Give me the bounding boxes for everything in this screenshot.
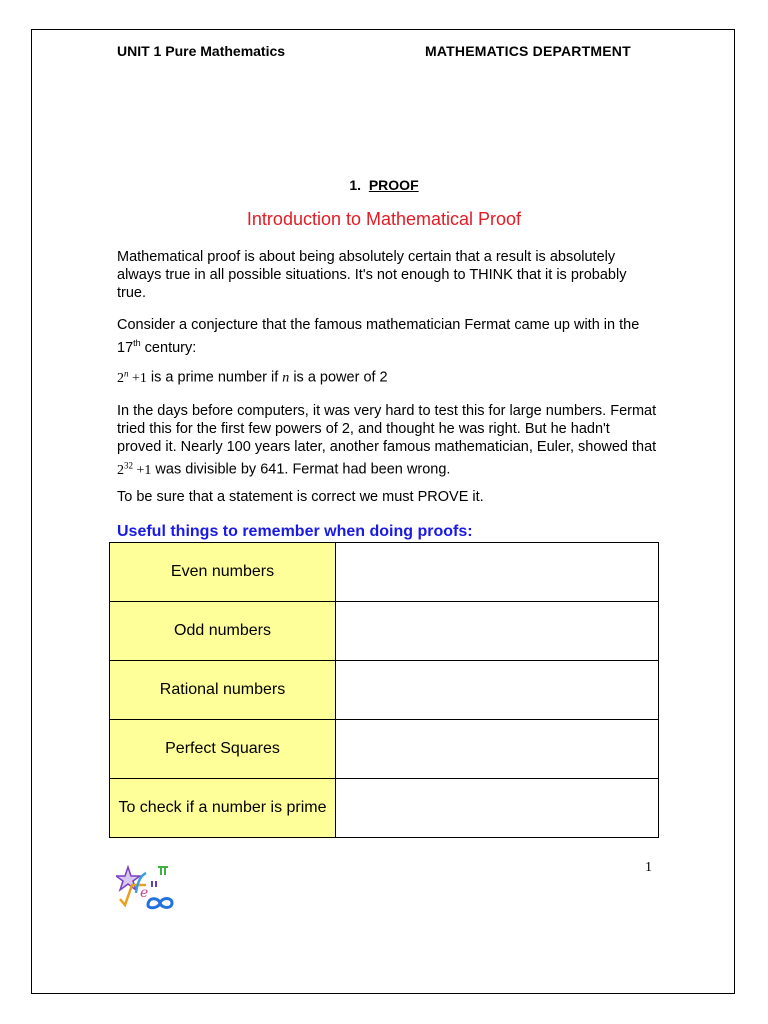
section-number: 1. — [349, 177, 362, 193]
header-department: MATHEMATICS DEPARTMENT — [425, 43, 631, 59]
euler-plus-one: +1 — [133, 462, 152, 478]
formula-base: 2 — [117, 370, 124, 386]
conjecture-text-end: century: — [140, 339, 197, 356]
intro-heading: Introduction to Mathematical Proof — [246, 209, 522, 229]
formula-text: is a prime number if — [146, 369, 283, 386]
header-unit: UNIT 1 Pure Mathematics — [117, 43, 286, 59]
paragraph-prove: To be sure that a statement is correct we must PROVE it. — [117, 489, 484, 505]
row-label-squares: Perfect Squares — [110, 720, 336, 779]
row-answer-rational[interactable] — [336, 661, 659, 720]
table-row — [110, 661, 659, 720]
table-row — [110, 543, 659, 602]
row-label-prime: To check if a number is prime — [110, 779, 336, 838]
euler-text: In the days before computers, it was very hard to test this for large numbers. Fermat tried this for the first few powers of 2, and thought he was right. But he hadn't proved it. Nearly 100 years later, another famous mathematician, Euler, showed that — [117, 403, 657, 455]
table-row — [110, 602, 659, 661]
paragraph-euler — [117, 402, 657, 480]
euler-expression — [117, 460, 152, 478]
formula-variable: n — [282, 370, 290, 386]
proof-facts-table — [109, 542, 659, 838]
euler-base: 2 — [117, 462, 124, 478]
row-label-even: Even numbers — [110, 543, 336, 602]
fermat-formula — [117, 368, 388, 387]
row-answer-squares[interactable] — [336, 720, 659, 779]
page-frame — [31, 29, 735, 994]
formula-text-end: is a power of 2 — [289, 369, 388, 386]
row-answer-even[interactable] — [336, 543, 659, 602]
table-row — [110, 720, 659, 779]
formula-plus-one: +1 — [128, 370, 147, 386]
section-title — [0, 177, 768, 193]
formula-expression — [117, 368, 147, 386]
row-label-rational: Rational numbers — [110, 661, 336, 720]
table-row — [110, 779, 659, 838]
svg-text:e: e — [140, 885, 149, 901]
paragraph-definition: Mathematical proof is about being absolutely certain that a result is absolutely always true in all possible situations. It's not enough to THINK that it is probably true. — [117, 249, 627, 301]
row-label-odd: Odd numbers — [110, 602, 336, 661]
useful-heading: Useful things to remember when doing proofs: — [117, 523, 473, 540]
ordinal-suffix: th — [133, 338, 141, 348]
paragraph-conjecture — [117, 316, 657, 357]
math-symbols-logo-icon — [116, 863, 176, 915]
euler-exponent: 32 — [124, 460, 133, 470]
section-label: PROOF — [368, 177, 419, 193]
row-answer-prime[interactable] — [336, 779, 659, 838]
conjecture-text: Consider a conjecture that the famous mathematician Fermat came up with in the 17 — [117, 317, 640, 356]
page-number: 1 — [645, 860, 652, 875]
row-answer-odd[interactable] — [336, 602, 659, 661]
euler-text-end: was divisible by 641. Fermat had been wrong. — [151, 461, 451, 478]
formula-exponent: n — [124, 368, 129, 378]
